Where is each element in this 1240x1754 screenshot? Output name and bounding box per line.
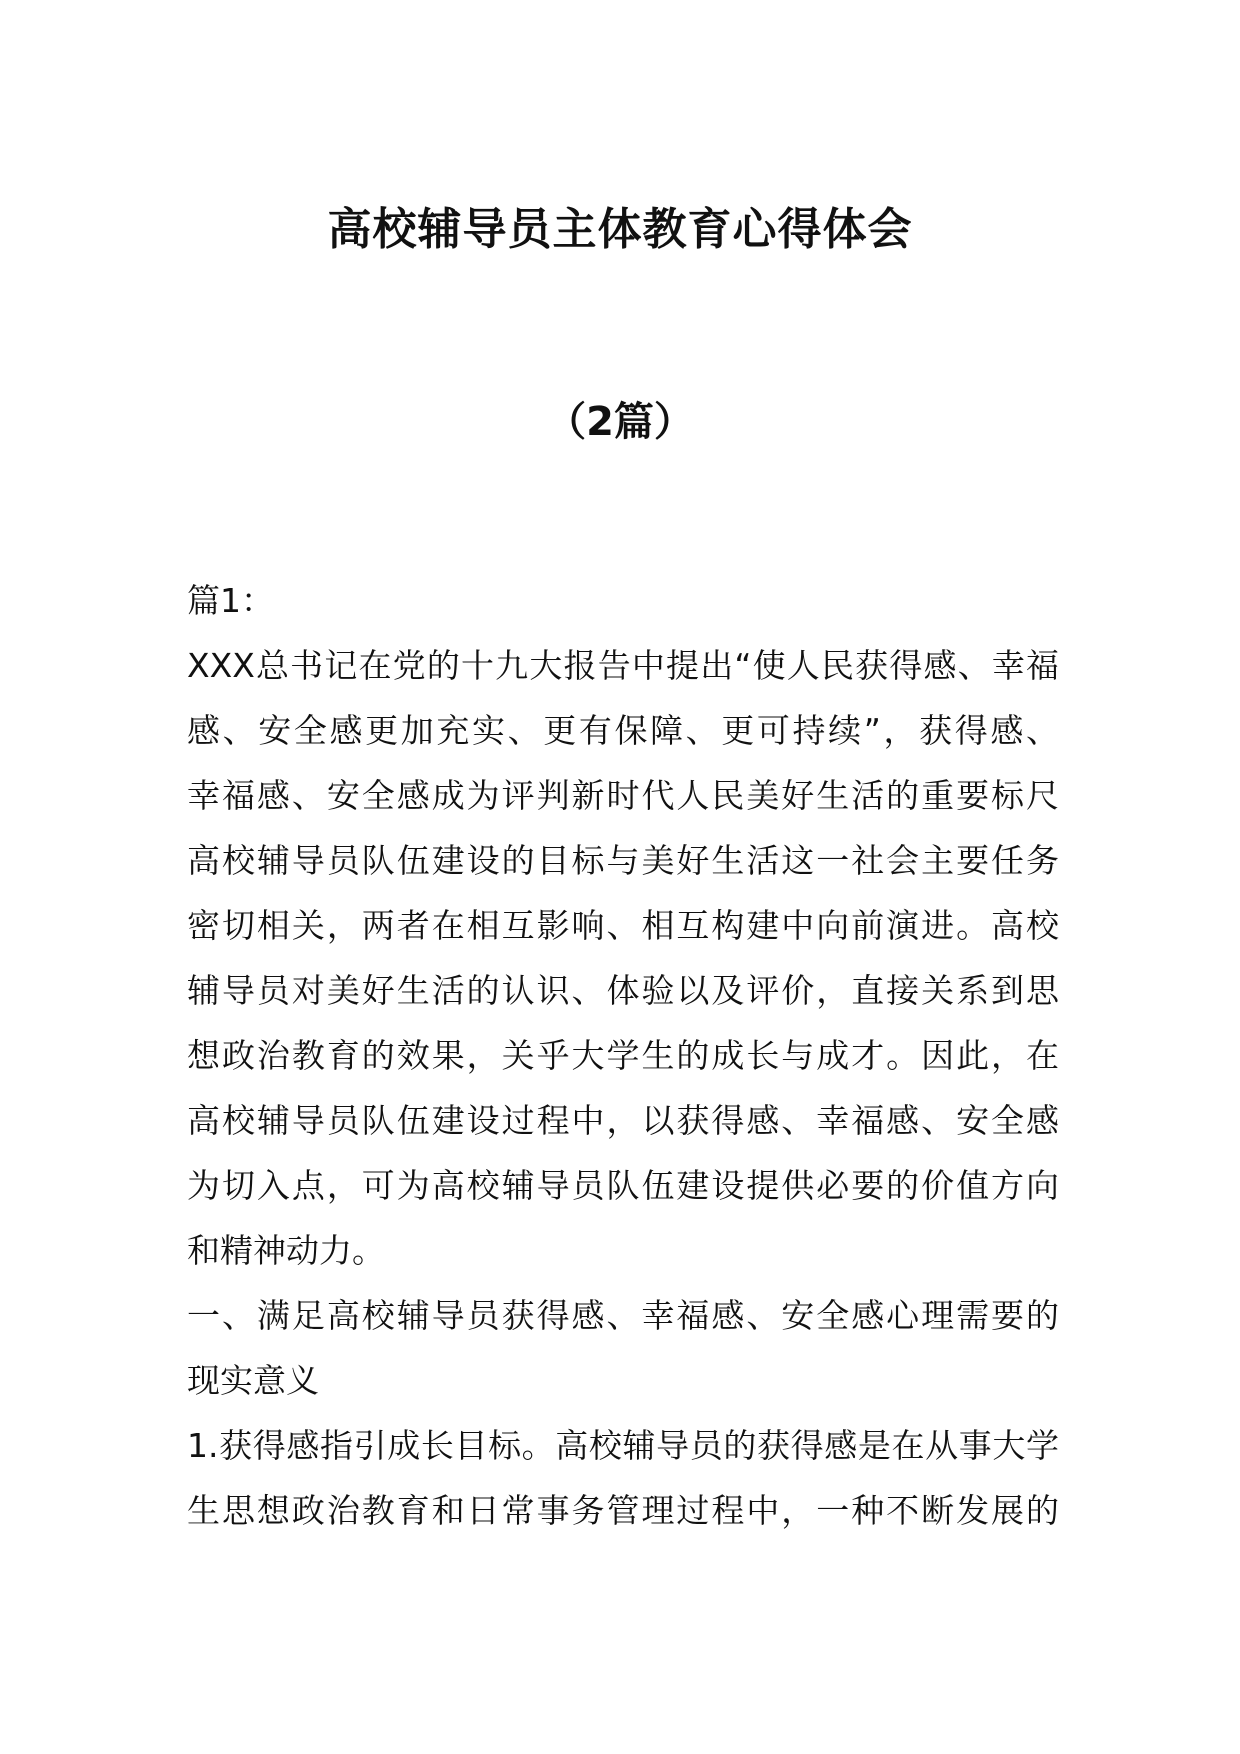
body-text-line: 辅导员对美好生活的认识、体验以及评价，直接关系到思 (187, 971, 1059, 1010)
body-text-line: 高校辅导员队伍建设的目标与美好生活这一社会主要任务 (187, 841, 1059, 880)
body-text-line: XXX总书记在党的十九大报告中提出“使人民获得感、幸福 (187, 646, 1059, 685)
document-subtitle: （2篇） (546, 399, 694, 445)
body-text-line: 密切相关，两者在相互影响、相互构建中向前演进。高校 (187, 906, 1059, 945)
body-text-line: 生思想政治教育和日常事务管理过程中，一种不断发展的 (187, 1491, 1059, 1530)
body-text-line: 现实意义 (187, 1361, 319, 1400)
body-text-line: 想政治教育的效果，关乎大学生的成长与成才。因此，在 (187, 1036, 1059, 1075)
body-text-line: 为切入点，可为高校辅导员队伍建设提供必要的价值方向 (187, 1166, 1059, 1205)
body-text-line: 一、满足高校辅导员获得感、幸福感、安全感心理需要的 (187, 1296, 1059, 1335)
body-text-line: 1.获得感指引成长目标。高校辅导员的获得感是在从事大学 (187, 1426, 1059, 1465)
body-text-line: 高校辅导员队伍建设过程中，以获得感、幸福感、安全感 (187, 1101, 1059, 1140)
document-body (187, 568, 1059, 1543)
body-text-line: 幸福感、安全感成为评判新时代人民美好生活的重要标尺 (187, 776, 1059, 815)
body-text-line: 篇1： (187, 581, 274, 620)
body-text-line: 和精神动力。 (187, 1231, 385, 1270)
document-title: 高校辅导员主体教育心得体会 (327, 204, 913, 255)
body-text-line: 感、安全感更加充实、更有保障、更可持续”，获得感、 (187, 711, 1059, 750)
